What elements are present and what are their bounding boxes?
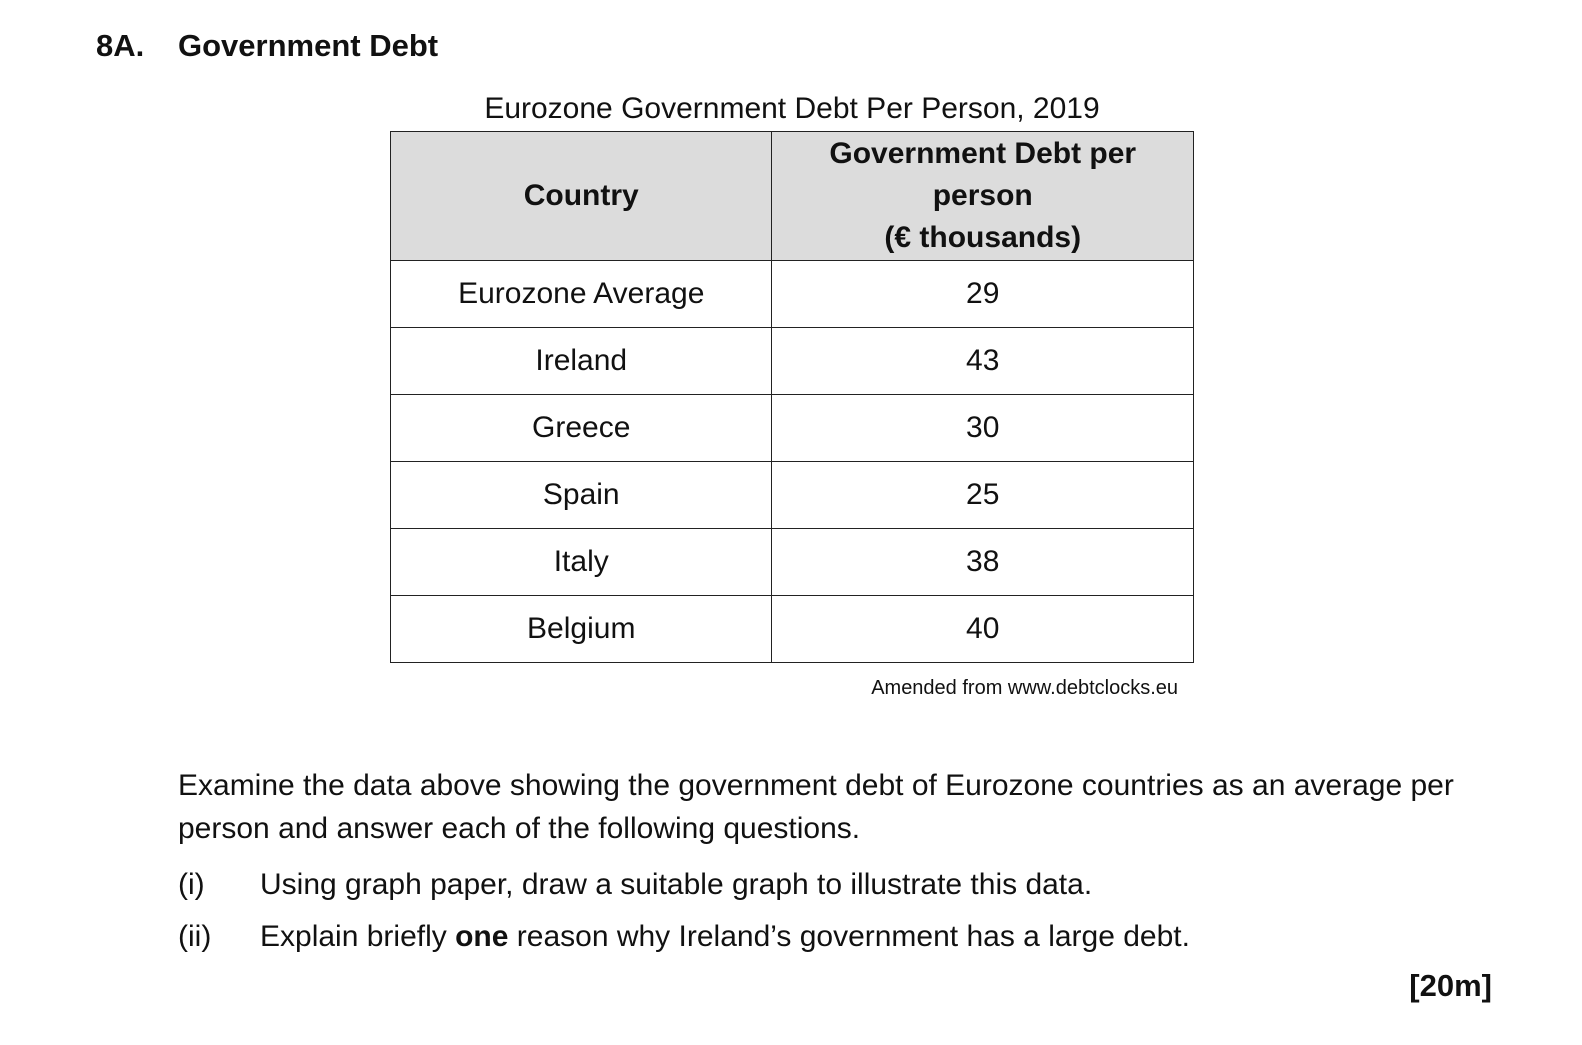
debt-table [390, 131, 1194, 663]
country-cell: Belgium [391, 596, 772, 663]
country-cell: Eurozone Average [391, 261, 772, 328]
country-cell: Ireland [391, 328, 772, 395]
debt-cell: 30 [772, 395, 1194, 462]
country-cell: Italy [391, 529, 772, 596]
question-part-i [178, 868, 1092, 902]
part-text-after: reason why Ireland’s government has a large debt. [508, 920, 1190, 953]
part-text: Using graph paper, draw a suitable graph to illustrate this data. [260, 868, 1093, 901]
question-part-ii [178, 920, 1190, 954]
debt-cell: 40 [772, 596, 1194, 663]
header-debt-line3: (€ thousands) [884, 221, 1082, 254]
table-row [391, 462, 1194, 529]
part-text-before: Explain briefly [260, 920, 456, 953]
question-title: Government Debt [178, 28, 439, 63]
table-header-row [391, 132, 1194, 261]
part-number: (ii) [178, 920, 212, 953]
question-number: 8A. [96, 28, 145, 63]
instructions-intro: Examine the data above showing the government debt of Eurozone countries as an average per person and answer each of the following questions. [178, 769, 1454, 845]
source-note: Amended from www.debtclocks.eu [871, 677, 1178, 699]
marks-label: [20m] [1409, 968, 1492, 1003]
table-row [391, 328, 1194, 395]
header-debt [772, 132, 1194, 261]
header-country: Country [391, 132, 772, 261]
debt-cell: 38 [772, 529, 1194, 596]
debt-cell: 29 [772, 261, 1194, 328]
table-caption: Eurozone Government Debt Per Person, 2019 [484, 92, 1100, 125]
header-debt-line1: Government Debt per [829, 137, 1137, 170]
table-row [391, 261, 1194, 328]
header-debt-line2: person [932, 179, 1033, 212]
table-row [391, 395, 1194, 462]
country-cell: Spain [391, 462, 772, 529]
table-row [391, 596, 1194, 663]
debt-cell: 43 [772, 328, 1194, 395]
country-cell: Greece [391, 395, 772, 462]
part-text-emphasis: one [455, 920, 509, 953]
table-row [391, 529, 1194, 596]
part-number: (i) [178, 868, 205, 901]
debt-cell: 25 [772, 462, 1194, 529]
